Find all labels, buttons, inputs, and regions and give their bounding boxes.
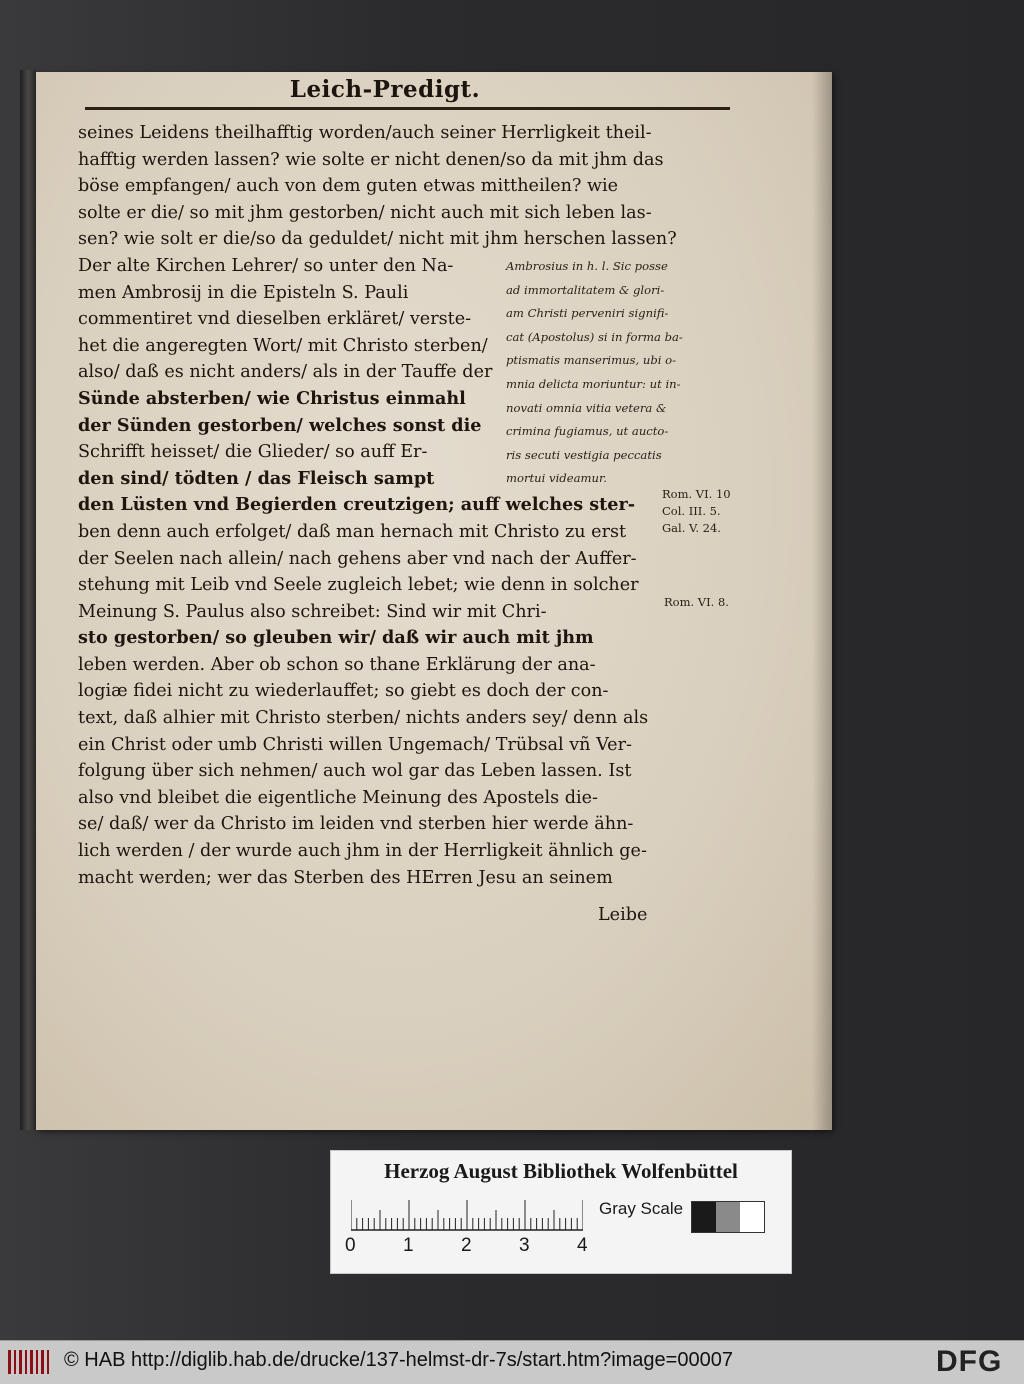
text-line: logiæ fidei nicht zu wiederlauffet; so giebt es doch der con- bbox=[78, 681, 609, 702]
gray-swatches bbox=[691, 1201, 765, 1233]
ruler-number: 2 bbox=[461, 1235, 472, 1256]
text-line: Sünde absterben/ wie Christus einmahl bbox=[78, 387, 466, 409]
text-line: also/ daß es nicht anders/ als in der Tauffe der bbox=[78, 362, 493, 383]
ruler-number: 0 bbox=[345, 1235, 356, 1256]
gray-scale-label: Gray Scale bbox=[599, 1199, 684, 1218]
scripture-ref: Gal. V. 24. bbox=[662, 521, 721, 535]
ruler-number: 4 bbox=[577, 1235, 588, 1256]
marginal-line: novati omnia vitia vetera & bbox=[506, 400, 667, 415]
marginal-note bbox=[506, 255, 762, 491]
text-line: solte er die/ so mit jhm gestorben/ nicht auch mit sich leben las- bbox=[78, 202, 652, 223]
body-text bbox=[78, 120, 677, 891]
viewer-footer bbox=[0, 1340, 1024, 1384]
ruler-number: 1 bbox=[403, 1235, 414, 1256]
marginal-line: mortui videamur. bbox=[506, 471, 607, 486]
catchword: Leibe bbox=[598, 905, 648, 925]
text-line: stehung mit Leib vnd Seele zugleich lebet; wie denn in solcher bbox=[78, 575, 639, 596]
text-line: ben denn auch erfolget/ daß man hernach mit Christo zu erst bbox=[78, 521, 627, 542]
text-line: sen? wie solt er die/so da geduldet/ nicht mit jhm herschen lassen? bbox=[78, 229, 677, 250]
swatch-gray bbox=[716, 1202, 740, 1232]
ruler-number: 3 bbox=[519, 1235, 530, 1256]
text-line: also vnd bleibet die eigentliche Meinung des Apostels die- bbox=[78, 787, 598, 808]
text-line: ein Christ oder umb Christi willen Ungemach/ Trübsal vñ Ver- bbox=[78, 734, 632, 755]
header-rule bbox=[85, 107, 730, 110]
text-line: commentiret vnd dieselben erkläret/ verste- bbox=[78, 309, 472, 330]
marginal-line: cat (Apostolus) si in forma ba- bbox=[506, 329, 683, 344]
marginal-line: ris secuti vestigia peccatis bbox=[506, 447, 662, 462]
marginal-line: mnia delicta moriuntur: ut in- bbox=[506, 376, 681, 391]
scripture-ref: Col. III. 5. bbox=[662, 504, 721, 518]
text-line: böse empfangen/ auch von dem guten etwas mittheilen? wie bbox=[78, 176, 619, 197]
dfg-logo: DFG bbox=[936, 1345, 1003, 1378]
marginal-line: ad immortalitatem & glori- bbox=[506, 282, 665, 297]
text-line: Meinung S. Paulus also schreibet: Sind wir mit Chri- bbox=[78, 601, 547, 622]
copyright-url[interactable]: © HAB http://diglib.hab.de/drucke/137-helmst-dr-7s/start.htm?image=00007 bbox=[64, 1349, 733, 1371]
book-edge bbox=[20, 70, 36, 1130]
text-line: der Seelen nach allein/ nach gehens aber vnd nach der Auffer- bbox=[78, 548, 637, 569]
ruler-icon bbox=[351, 1197, 583, 1231]
text-line: sto gestorben/ so gleuben wir/ daß wir auch mit jhm bbox=[78, 627, 594, 649]
text-line: seines Leidens theilhafftig worden/auch seiner Herrligkeit theil- bbox=[78, 123, 652, 143]
scripture-ref: Rom. VI. 8. bbox=[664, 595, 729, 609]
text-line: der Sünden gestorben/ welches sonst die bbox=[78, 414, 482, 436]
marginal-line: Ambrosius in h. l. Sic posse bbox=[506, 259, 668, 273]
ruler-numbers bbox=[345, 1235, 605, 1259]
running-head: Leich-Predigt. bbox=[289, 76, 481, 103]
scripture-references bbox=[662, 486, 762, 537]
text-line: Der alte Kirchen Lehrer/ so unter den Na- bbox=[78, 255, 454, 276]
text-line: folgung über sich nehmen/ auch wol gar das Leben lassen. Ist bbox=[78, 761, 632, 782]
swatch-black bbox=[692, 1202, 716, 1232]
page-shadow bbox=[812, 72, 832, 1130]
marginal-line: ptismatis manserimus, ubi o- bbox=[506, 353, 677, 368]
text-line: macht werden; wer das Sterben des HErren Jesu an seinem bbox=[78, 867, 613, 888]
text-line: leben werden. Aber ob schon so thane Erklärung der ana- bbox=[78, 654, 596, 675]
scripture-ref: Rom. VI. 10 bbox=[662, 487, 731, 501]
swatch-white bbox=[740, 1202, 764, 1232]
marginal-line: am Christi perveniri signifi- bbox=[506, 306, 669, 321]
library-name: Herzog August Bibliothek Wolfenbüttel bbox=[384, 1159, 738, 1183]
color-calibration-bar bbox=[330, 1150, 792, 1274]
text-line: Schrifft heisset/ die Glieder/ so auff Er- bbox=[78, 442, 428, 463]
hab-barcode-logo-icon bbox=[6, 1347, 50, 1377]
text-line: hafftig werden lassen? wie solte er nicht denen/so da mit jhm das bbox=[78, 149, 664, 170]
text-line: text, daß alhier mit Christo sterben/ nichts anders sey/ denn als bbox=[78, 708, 649, 729]
text-line: lich werden / der wurde auch jhm in der Herrligkeit ähnlich ge- bbox=[78, 841, 647, 862]
text-line: het die angeregten Wort/ mit Christo sterben/ bbox=[78, 335, 488, 356]
text-line: se/ daß/ wer da Christo im leiden vnd sterben hier werde ähn- bbox=[78, 814, 634, 835]
marginal-line: crimina fugiamus, ut aucto- bbox=[506, 424, 669, 439]
text-line: men Ambrosij in die Episteln S. Pauli bbox=[78, 282, 409, 303]
text-line: den Lüsten vnd Begierden creutzigen; auff welches ster- bbox=[78, 494, 636, 516]
text-line: den sind/ tödten / das Fleisch sampt bbox=[78, 467, 435, 489]
